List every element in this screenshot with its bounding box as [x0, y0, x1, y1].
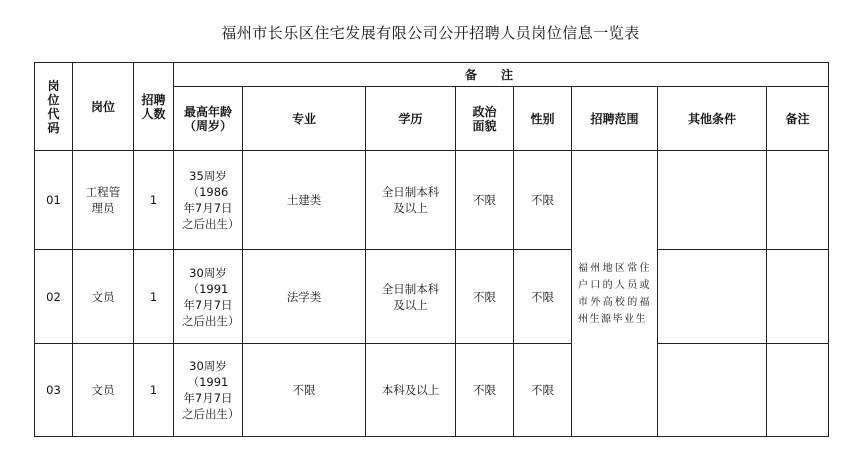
- cell-gender: 不限: [514, 151, 572, 250]
- table-row: [35, 344, 829, 437]
- header-gender: 性别: [514, 87, 572, 151]
- cell-count: 1: [134, 151, 174, 250]
- positions-table: [34, 62, 829, 437]
- cell-remark: [767, 250, 829, 344]
- cell-remark: [767, 151, 829, 250]
- header-political: 政治面貌: [456, 87, 514, 151]
- header-other: 其他条件: [658, 87, 767, 151]
- cell-major: 土建类: [243, 151, 366, 250]
- cell-education: 本科及以上: [366, 344, 456, 437]
- header-major: 专业: [243, 87, 366, 151]
- page-title: 福州市长乐区住宅发展有限公司公开招聘人员岗位信息一览表: [221, 24, 640, 42]
- cell-gender: 不限: [514, 344, 572, 437]
- cell-code: 02: [35, 250, 73, 344]
- header-position: 岗位: [73, 63, 134, 151]
- cell-count: 1: [134, 344, 174, 437]
- header-remarks-group: 备注: [174, 63, 829, 87]
- header-scope: 招聘范围: [572, 87, 658, 151]
- header-code: 岗位代码: [35, 63, 73, 151]
- cell-other: [658, 151, 767, 250]
- cell-other: [658, 344, 767, 437]
- table-row: [35, 250, 829, 344]
- header-row-1: [35, 63, 829, 87]
- header-max-age: 最高年龄（周岁）: [174, 87, 243, 151]
- cell-max-age: 35周岁（1986年7月7日之后出生）: [174, 151, 243, 250]
- cell-major: 不限: [243, 344, 366, 437]
- cell-political: 不限: [456, 344, 514, 437]
- cell-max-age: 30周岁（1991年7月7日之后出生）: [174, 250, 243, 344]
- cell-remark: [767, 344, 829, 437]
- cell-position: 文员: [73, 344, 134, 437]
- cell-code: 01: [35, 151, 73, 250]
- header-education: 学历: [366, 87, 456, 151]
- header-remark: 备注: [767, 87, 829, 151]
- header-count: 招聘人数: [134, 63, 174, 151]
- cell-count: 1: [134, 250, 174, 344]
- cell-max-age: 30周岁（1991年7月7日之后出生）: [174, 344, 243, 437]
- cell-political: 不限: [456, 250, 514, 344]
- cell-position: 文员: [73, 250, 134, 344]
- cell-major: 法学类: [243, 250, 366, 344]
- cell-position: 工程管理员: [73, 151, 134, 250]
- cell-code: 03: [35, 344, 73, 437]
- table-row: [35, 151, 829, 250]
- cell-education: 全日制本科及以上: [366, 250, 456, 344]
- cell-scope: 福州地区常住户口的人员或市外高校的福州生源毕业生: [572, 151, 658, 437]
- cell-political: 不限: [456, 151, 514, 250]
- cell-other: [658, 250, 767, 344]
- cell-education: 全日制本科及以上: [366, 151, 456, 250]
- cell-gender: 不限: [514, 250, 572, 344]
